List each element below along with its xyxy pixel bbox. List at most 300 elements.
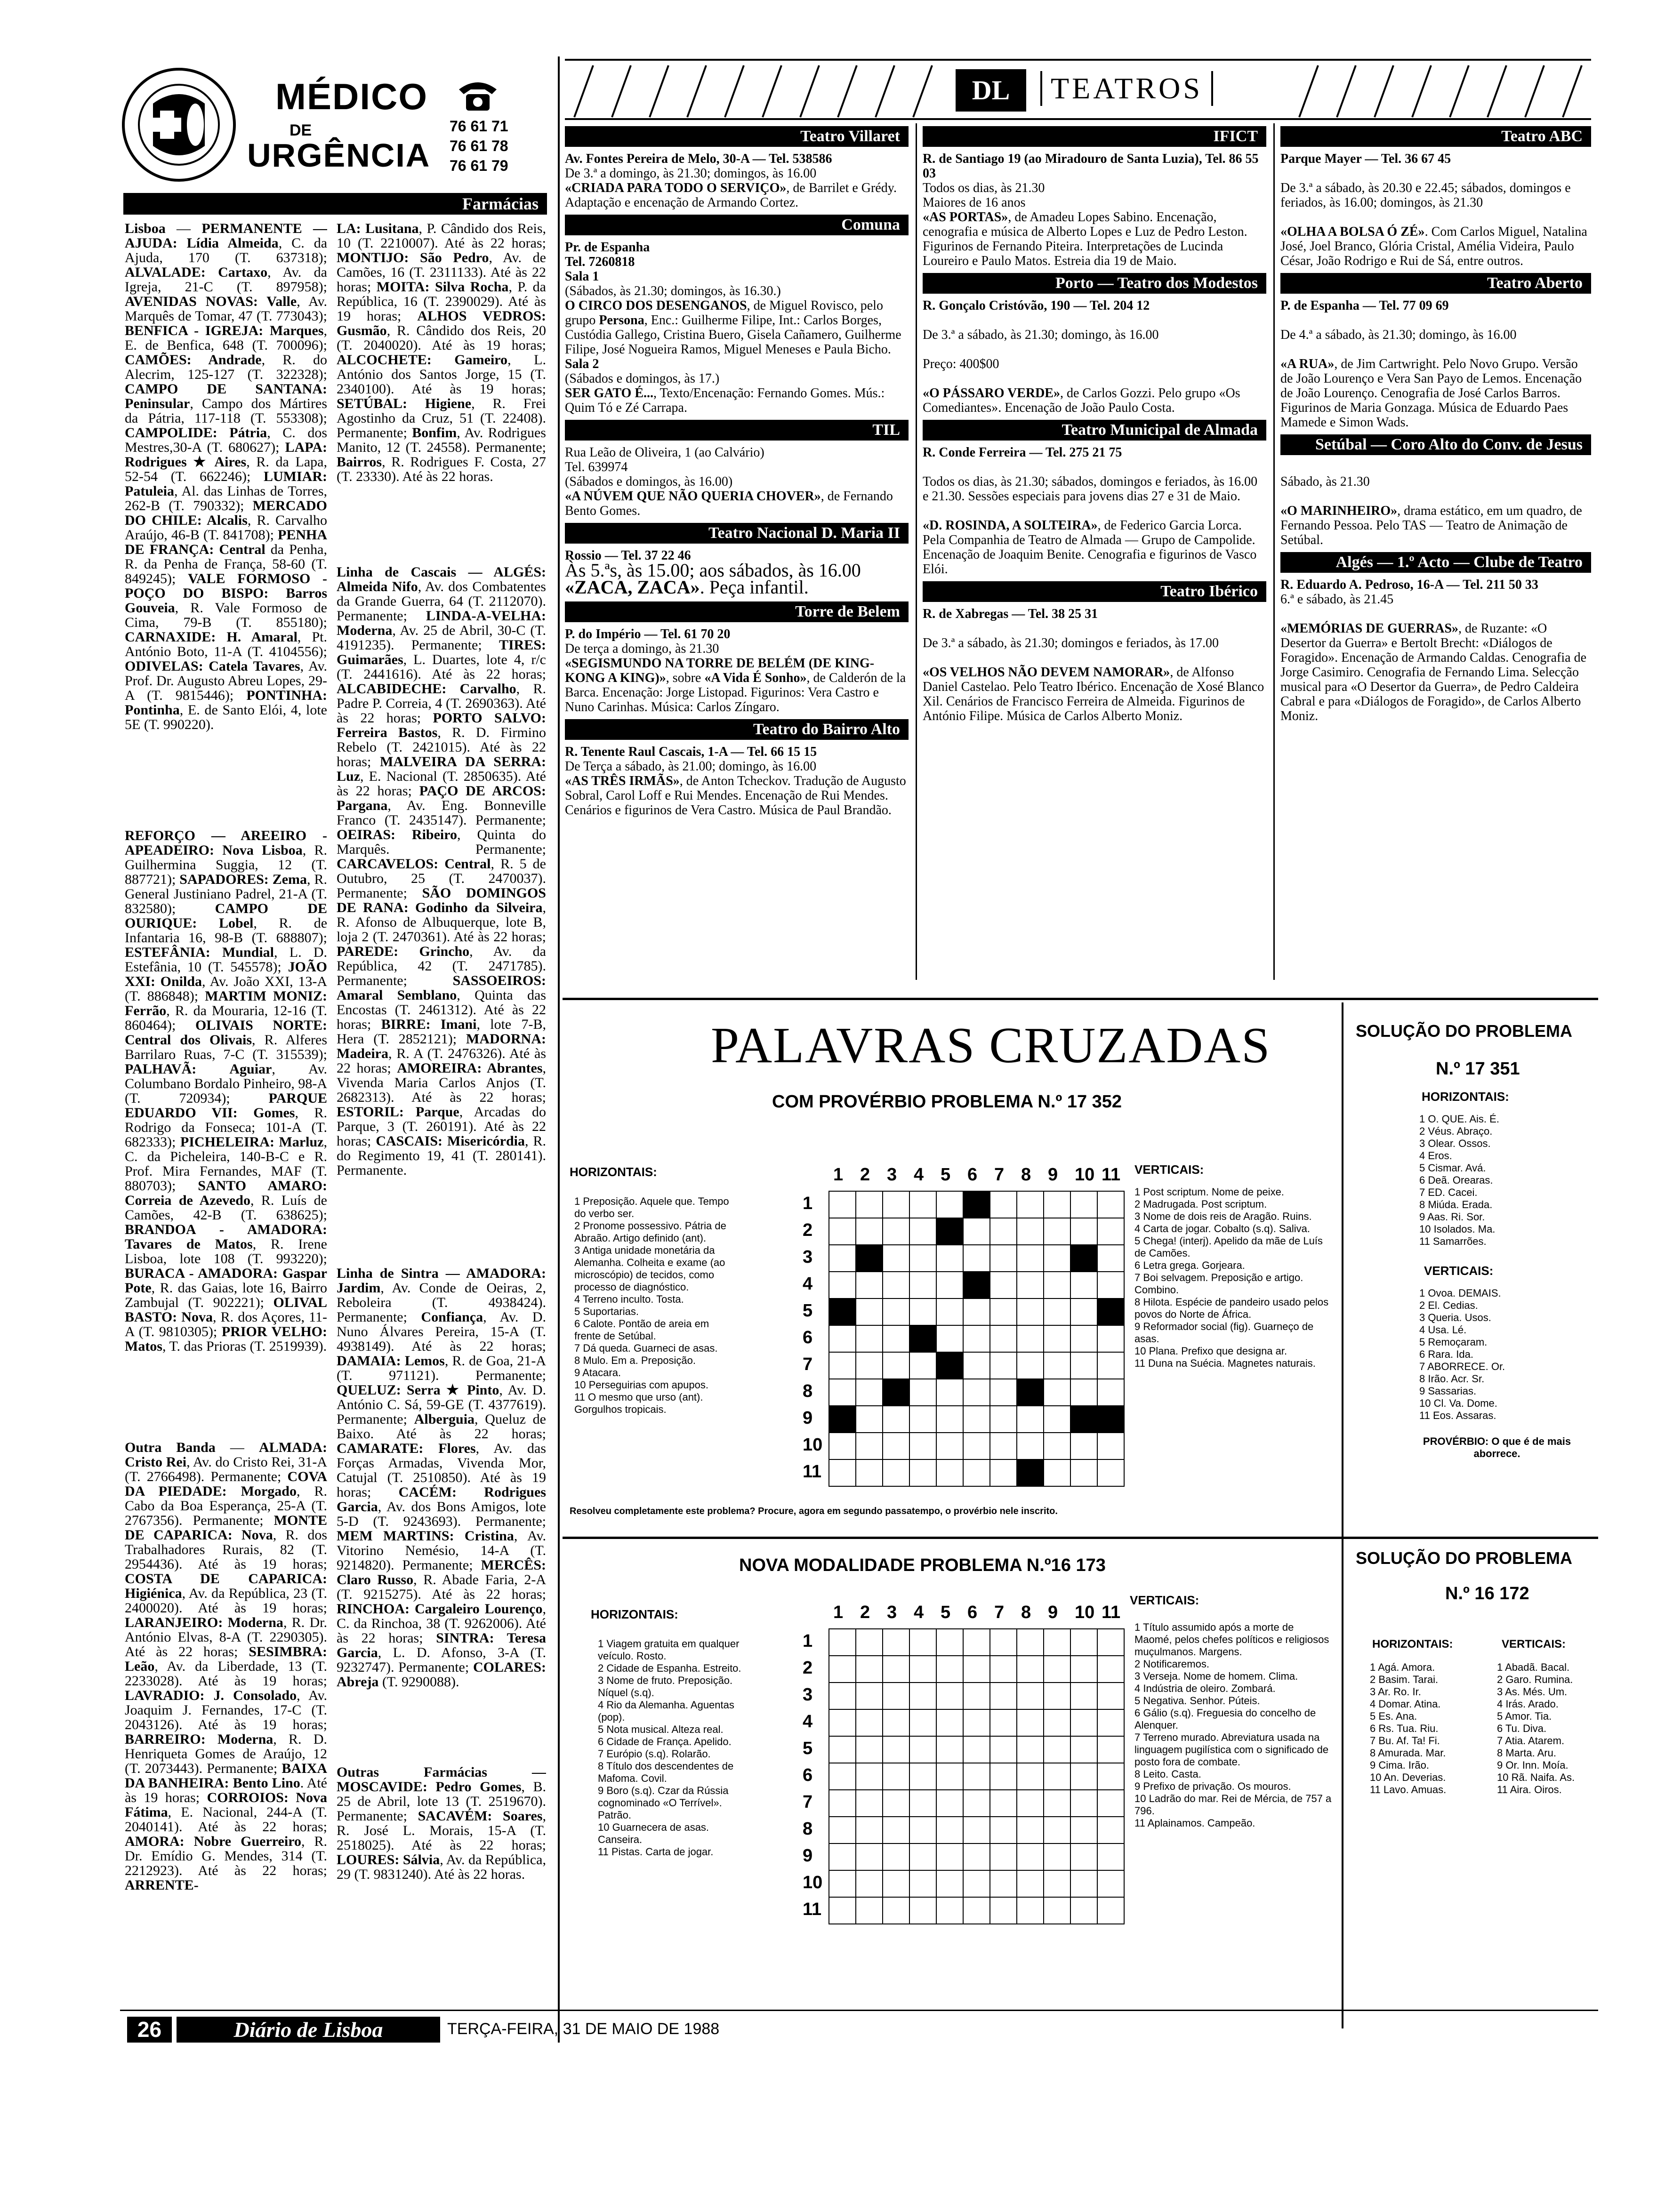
crossword1-cell[interactable] [989,1405,1017,1433]
crossword2-cell[interactable] [936,1655,964,1683]
crossword1-cell[interactable] [963,1432,990,1460]
crossword2-cell[interactable] [828,1897,856,1924]
crossword2-cell[interactable] [1016,1655,1044,1683]
crossword2-cell[interactable] [1070,1763,1098,1790]
crossword1-cell[interactable] [855,1244,883,1272]
crossword2-row-num: 7 [803,1792,813,1812]
crossword2-cell[interactable] [855,1655,883,1683]
crossword2-cell[interactable] [1016,1897,1044,1924]
crossword2-cell[interactable] [1016,1870,1044,1898]
crossword2-cell[interactable] [989,1736,1017,1763]
crossword1-cell[interactable] [989,1352,1017,1379]
crossword1-cell[interactable] [909,1244,937,1272]
crossword2-cell[interactable] [828,1655,856,1683]
crossword1-cell[interactable] [1043,1352,1071,1379]
crossword1-cell[interactable] [1097,1405,1125,1433]
crossword2-cell[interactable] [989,1763,1017,1790]
teatros-divider-2 [1273,123,1275,980]
crossword1-cell[interactable] [1070,1298,1098,1326]
crossword1-cell[interactable] [909,1191,937,1218]
crossword2-cell[interactable] [989,1655,1017,1683]
crossword1-cell[interactable] [936,1191,964,1218]
crossword1-cell[interactable] [909,1271,937,1299]
crossword1-cell[interactable] [963,1405,990,1433]
crossword2-cell[interactable] [1070,1870,1098,1898]
crossword2-cell[interactable] [963,1870,990,1898]
crossword1-cell[interactable] [989,1271,1017,1299]
crossword2-cell[interactable] [828,1816,856,1844]
crossword2-cell[interactable] [1070,1843,1098,1871]
crossword1-cell[interactable] [855,1218,883,1245]
crossword1-cell[interactable] [909,1378,937,1406]
crossword2-cell[interactable] [936,1682,964,1710]
crossword2-cell[interactable] [828,1709,856,1737]
crossword2-cell[interactable] [963,1789,990,1817]
crossword2-cell[interactable] [909,1843,937,1871]
crossword1-cell[interactable] [1016,1218,1044,1245]
crossword1-cell[interactable] [1043,1218,1071,1245]
crossword1-cell[interactable] [1070,1432,1098,1460]
crossword2-cell[interactable] [1016,1843,1044,1871]
crossword1-cell[interactable] [1097,1244,1125,1272]
solution1-v-item: 4 Usa. Lé. [1419,1324,1467,1336]
crossword1-cell[interactable] [936,1271,964,1299]
crossword1-cell[interactable] [1016,1352,1044,1379]
crossword1-cell[interactable] [855,1191,883,1218]
solution1-h-list [1419,1113,1579,1248]
crossword1-cell[interactable] [1070,1405,1098,1433]
crossword2-cell[interactable] [989,1682,1017,1710]
crossword1-cell[interactable] [1070,1191,1098,1218]
crossword2-cell[interactable] [855,1736,883,1763]
crossword2-cell[interactable] [989,1709,1017,1737]
crossword1-cell[interactable] [882,1271,910,1299]
teatro-a-header-1: Comuna [565,215,909,235]
crossword2-col-num: 11 [1102,1603,1121,1622]
solution1-title: SOLUÇÃO DO PROBLEMA [1356,1021,1573,1041]
crossword1-row-num: 1 [803,1194,813,1213]
crossword1-cell[interactable] [936,1325,964,1353]
crossword1-cell[interactable] [1043,1432,1071,1460]
crossword2-cell[interactable] [1043,1816,1071,1844]
crossword2-cell[interactable] [855,1709,883,1737]
crossword2-cell[interactable] [1043,1655,1071,1683]
crossword2-cell[interactable] [882,1709,910,1737]
solution2-box [1346,1541,1591,2036]
crossword2-box [565,1541,1337,2036]
crossword1-cell[interactable] [855,1298,883,1326]
crossword1-cell[interactable] [963,1271,990,1299]
crossword1-cell[interactable] [882,1191,910,1218]
crossword2-cell[interactable] [1097,1870,1125,1898]
crossword2-cell[interactable] [828,1763,856,1790]
crossword2-row-num: 11 [803,1899,822,1919]
crossword1-h-label: HORIZONTAIS: [570,1165,657,1179]
crossword2-cell[interactable] [828,1789,856,1817]
crossword1-cell[interactable] [1070,1378,1098,1406]
crossword1-cell[interactable] [909,1432,937,1460]
crossword2-cell[interactable] [909,1816,937,1844]
crossword2-cell[interactable] [1016,1789,1044,1817]
crossword1-col-num: 1 [833,1165,844,1185]
dl-logo: DL [956,69,1026,112]
crossword2-cell[interactable] [1070,1789,1098,1817]
crossword1-cell[interactable] [1097,1352,1125,1379]
crossword1-cell[interactable] [882,1378,910,1406]
crossword1-cell[interactable] [1097,1271,1125,1299]
crossword1-row-num: 3 [803,1247,813,1267]
crossword1-cell[interactable] [882,1218,910,1245]
crossword2-cell[interactable] [1097,1789,1125,1817]
crossword1-cell[interactable] [855,1271,883,1299]
crossword2-cell[interactable] [909,1736,937,1763]
crossword2-cell[interactable] [1097,1628,1125,1656]
teatro-b-header-3: Teatro Ibérico [923,581,1266,602]
crossword2-cell[interactable] [1016,1628,1044,1656]
solution2-h-item: 10 An. Deverias. [1370,1771,1446,1783]
crossword1-cell[interactable] [828,1298,856,1326]
crossword2-cell[interactable] [1070,1709,1098,1737]
crossword1-cell[interactable] [882,1298,910,1326]
crossword2-cell[interactable] [882,1816,910,1844]
crossword2-cell[interactable] [1097,1816,1125,1844]
crossword1-cell[interactable] [989,1298,1017,1326]
crossword1-cell[interactable] [882,1352,910,1379]
crossword1-cell[interactable] [936,1405,964,1433]
crossword2-cell[interactable] [855,1816,883,1844]
crossword1-cell[interactable] [963,1459,990,1487]
crossword1-cell[interactable] [1016,1298,1044,1326]
crossword1-cell[interactable] [828,1191,856,1218]
teatros-col2 [923,123,1266,999]
crossword1-cell[interactable] [936,1298,964,1326]
crossword2-cell[interactable] [936,1736,964,1763]
crossword2-cell[interactable] [963,1682,990,1710]
solution1-h-item: 3 Olear. Ossos. [1419,1138,1491,1149]
crossword2-cell[interactable] [1070,1655,1098,1683]
crossword2-cell[interactable] [989,1628,1017,1656]
crossword1-cell[interactable] [855,1432,883,1460]
crossword2-cell[interactable] [855,1843,883,1871]
crossword1-cell[interactable] [828,1405,856,1433]
crossword1-cell[interactable] [909,1325,937,1353]
crossword2-cell[interactable] [963,1628,990,1656]
crossword2-cell[interactable] [828,1736,856,1763]
crossword1-cell[interactable] [989,1244,1017,1272]
crossword2-cell[interactable] [989,1897,1017,1924]
crossword2-cell[interactable] [855,1870,883,1898]
crossword1-cell[interactable] [936,1432,964,1460]
crossword1-cell[interactable] [963,1218,990,1245]
crossword2-cell[interactable] [855,1763,883,1790]
crossword1-cell[interactable] [1016,1325,1044,1353]
crossword1-cell[interactable] [1070,1271,1098,1299]
crossword1-cell[interactable] [1097,1378,1125,1406]
crossword1-cell[interactable] [1043,1459,1071,1487]
crossword1-cell[interactable] [1097,1325,1125,1353]
crossword2-row-num: 2 [803,1658,813,1678]
medico-urgencia-box [120,61,553,212]
crossword2-cell[interactable] [909,1897,937,1924]
crossword2-row-num: 1 [803,1631,813,1651]
crossword2-cell[interactable] [1043,1736,1071,1763]
crossword1-cell[interactable] [1097,1432,1125,1460]
crossword1-cell[interactable] [1043,1298,1071,1326]
crossword1-cell[interactable] [828,1325,856,1353]
crossword1-cell[interactable] [1070,1325,1098,1353]
crossword2-cell[interactable] [1097,1763,1125,1790]
crossword2-cell[interactable] [909,1628,937,1656]
crossword2-cell[interactable] [1043,1709,1071,1737]
solution2-v-item: 10 Rã. Naifa. As. [1497,1771,1575,1783]
crossword1-cell[interactable] [936,1378,964,1406]
solution2-v-list [1497,1661,1591,1796]
crossword2-col-numbers [828,1603,1130,1626]
crossword1-cell[interactable] [1016,1432,1044,1460]
crossword1-cell[interactable] [882,1459,910,1487]
crossword1-cell[interactable] [963,1325,990,1353]
crossword1-cell[interactable] [1070,1352,1098,1379]
solution1-v-list [1419,1287,1579,1422]
crossword2-cell[interactable] [1097,1843,1125,1871]
crossword1-cell[interactable] [828,1271,856,1299]
crossword2-cell[interactable] [1016,1709,1044,1737]
crossword1-cell[interactable] [1043,1325,1071,1353]
crossword2-col-num: 5 [941,1603,951,1622]
crossword2-cell[interactable] [882,1789,910,1817]
crossword2-cell[interactable] [855,1897,883,1924]
crossword2-cell[interactable] [1043,1897,1071,1924]
crossword2-cell[interactable] [1043,1843,1071,1871]
crossword2-cell[interactable] [828,1628,856,1656]
solution2-title: SOLUÇÃO DO PROBLEMA [1356,1548,1573,1568]
crossword1-cell[interactable] [1097,1191,1125,1218]
crossword2-cell[interactable] [1016,1816,1044,1844]
crossword2-cell[interactable] [936,1763,964,1790]
crossword1-cell[interactable] [828,1459,856,1487]
solution1-v-item: 7 ABORRECE. Or. [1419,1361,1505,1372]
crossword1-cell[interactable] [1043,1191,1071,1218]
crossword1-cell[interactable] [909,1218,937,1245]
crossword1-cell[interactable] [828,1352,856,1379]
crossword2-cell[interactable] [936,1897,964,1924]
crossword1-cell[interactable] [989,1378,1017,1406]
crossword1-cell[interactable] [1097,1218,1125,1245]
crossword2-cell[interactable] [963,1709,990,1737]
crossword1-cell[interactable] [882,1405,910,1433]
crossword1-box [565,1002,1337,1534]
crossword1-cell[interactable] [989,1218,1017,1245]
crossword2-cell[interactable] [882,1655,910,1683]
crossword2-cell[interactable] [989,1870,1017,1898]
crossword2-cell[interactable] [882,1897,910,1924]
crossword2-cell[interactable] [1016,1763,1044,1790]
crossword2-cell[interactable] [855,1628,883,1656]
crossword2-cell[interactable] [1097,1655,1125,1683]
crossword1-cell[interactable] [963,1378,990,1406]
crossword2-cell[interactable] [828,1843,856,1871]
crossword1-cell[interactable] [989,1325,1017,1353]
teatro-a-body-1: Pr. de Espanha Tel. 7260818 Sala 1 (Sábados, às 21.30; domingos, às 16.30.) O CIRCO DOS DESENGANOS, de Miguel Rovisco, pelo grupo Persona, Enc.: Guilherme Filipe, Int.: Carlos Borges, Custódia Gallego, Cristina Buero, Gisela Cañamero, Guilherme Filipe, José Nogueira Ramos, Miguel Meneses e Paula Bicho. Sala 2 (Sábados e domingos, às 17.) SER GATO É..., Texto/Encenação: Fernando Gomes. Mús.: Quim Tó e Zé Carrapa. [565,240,901,415]
solution2-h-label: HORIZONTAIS: [1372,1638,1453,1651]
teatro-b-header-2: Teatro Municipal de Almada [923,420,1266,441]
crossword1-cell[interactable] [1016,1378,1044,1406]
solution1-box [1346,1002,1591,1534]
crossword2-cell[interactable] [909,1655,937,1683]
crossword2-cell[interactable] [1043,1789,1071,1817]
crossword2-cell[interactable] [989,1789,1017,1817]
crossword2-cell[interactable] [828,1870,856,1898]
crossword2-cell[interactable] [936,1870,964,1898]
crossword2-cell[interactable] [882,1628,910,1656]
crossword2-cell[interactable] [1097,1682,1125,1710]
crossword1-cell[interactable] [909,1352,937,1379]
crossword2-cell[interactable] [1070,1736,1098,1763]
solution2-h-item: 9 Cima. Irão. [1370,1759,1429,1771]
solution2-h-item: 3 Ar. Ro. Ir. [1370,1686,1421,1698]
solution2-h-item: 4 Domar. Atina. [1370,1698,1441,1710]
teatro-c-header-3: Algés — 1.º Acto — Clube de Teatro [1280,552,1591,573]
crossword1-cell[interactable] [882,1432,910,1460]
crossword1-cell[interactable] [1070,1459,1098,1487]
crossword1-row-numbers [803,1191,826,1485]
crossword2-cell[interactable] [1070,1897,1098,1924]
crossword2-cell[interactable] [1043,1682,1071,1710]
crossword2-cell[interactable] [882,1870,910,1898]
crossword2-cell[interactable] [855,1789,883,1817]
crossword2-cell[interactable] [1097,1897,1125,1924]
crossword2-cell[interactable] [1070,1682,1098,1710]
crossword2-col-num: 7 [994,1603,1005,1622]
solution1-h-item: 2 Véus. Abraço. [1419,1125,1493,1137]
teatro-a-header-5: Teatro do Bairro Alto [565,719,909,740]
solution2-h-item: 2 Basim. Tarai. [1370,1674,1439,1685]
crossword1-cell[interactable] [855,1459,883,1487]
solution2-v-item: 9 Or. Inn. Moía. [1497,1759,1569,1771]
crossword2-cell[interactable] [882,1843,910,1871]
crossword1-grid [828,1191,1123,1485]
crossword1-cell[interactable] [1097,1459,1125,1487]
crossword1-cell[interactable] [936,1244,964,1272]
crossword1-cell[interactable] [1043,1405,1071,1433]
crossword2-cell[interactable] [963,1655,990,1683]
solution2-v-item: 11 Aira. Oiros. [1497,1784,1562,1795]
crossword2-cell[interactable] [1097,1709,1125,1737]
crossword1-cell[interactable] [1043,1378,1071,1406]
solution2-v-item: 4 Irás. Arado. [1497,1698,1559,1710]
crossword1-cell[interactable] [855,1352,883,1379]
crossword1-row-num: 10 [803,1435,823,1455]
crossword2-cell[interactable] [909,1682,937,1710]
solution1-v-item: 6 Rara. Ida. [1419,1348,1473,1360]
crossword2-cell[interactable] [963,1763,990,1790]
crossword1-cell[interactable] [1016,1244,1044,1272]
crossword2-cell[interactable] [936,1628,964,1656]
crossword1-cell[interactable] [909,1298,937,1326]
crossword1-cell[interactable] [989,1432,1017,1460]
crossword1-cell[interactable] [828,1218,856,1245]
crossword1-cell[interactable] [1043,1244,1071,1272]
crossword2-col-num: 9 [1048,1603,1058,1622]
crossword1-cell[interactable] [882,1244,910,1272]
crossword1-cell[interactable] [1016,1271,1044,1299]
crossword2-cell[interactable] [936,1789,964,1817]
crossword1-cell[interactable] [963,1244,990,1272]
crossword1-cell[interactable] [1097,1298,1125,1326]
crossword1-cell[interactable] [1043,1271,1071,1299]
crossword2-cell[interactable] [1070,1816,1098,1844]
crossword2-cell[interactable] [1097,1736,1125,1763]
solution1-h-item: 10 Isolados. Ma. [1419,1223,1496,1235]
crossword2-cell[interactable] [1016,1736,1044,1763]
crossword1-cell[interactable] [1016,1191,1044,1218]
crossword2-row-num: 4 [803,1712,813,1731]
farmacias-linha-cascais: Linha de Cascais — ALGÉS: Almeida Nifo, Av. dos Combatentes da Grande Guerra, 64 (T. 2112070). Permanente; LINDA-A-VELHA: Moderna, Av. 25 de Abril, 30-C (T. 4191235). Permanente; TIRES: Guimarães, L. Duartes, lote 4, r/c (T. 2441616). Até às 22 horas; ALCABIDECHE: Carvalho, R. Padre P. Correia, 4 (T. 2690363). Até às 22 horas; PORTO SALVO: Ferreira Bastos, R. D. Firmino Rebelo (T. 2421015). Até às 22 horas; MALVEIRA DA SERRA: Luz, E. Nacional (T. 2850635). Até às 22 horas; PAÇO DE ARCOS: Pargana, Av. Eng. Bonneville Franco (T. 2435147). Permanente; OEIRAS: Ribeiro, Quinta do Marquês. Permanente; CARCAVELOS: Central, R. 5 de Outubro, 25 (T. 2470037). Permanente; SÃO DOMINGOS DE RANA: Godinho da Silveira, R. Afonso de Albuquerque, lote B, loja 2 (T. 2470361). Até às 22 horas; PAREDE: Grincho, Av. da República, 42 (T. 2471785). Permanente; SASSOEIROS: Amaral Semblano, Quinta das Encostas (T. 2461312). Até às 22 horas; BIRRE: Imani, lote 7-B, Hera (T. 2852121); MADORNA: Madeira, R. A (T. 2476326). Até às 22 horas; AMOREIRA: Abrantes, Vivenda Maria Carlos Anjos (T. 2682313). Até às 22 horas; ESTORIL: Parque, Arcadas do Parque, 3 (T. 260191). Até às 22 horas; CASCAIS: Misericórdia, R. do Regimento 19, 41 (T. 280141). Permanente. [337,565,546,1178]
crossword1-cell[interactable] [963,1298,990,1326]
crossword1-cell[interactable] [1070,1218,1098,1245]
solution1-h-item: 5 Cismar. Avá. [1419,1162,1486,1174]
crossword1-cell[interactable] [1016,1405,1044,1433]
crossword2-cell[interactable] [936,1816,964,1844]
crossword1-cell[interactable] [828,1244,856,1272]
crossword2-cell[interactable] [882,1682,910,1710]
crossword1-cell[interactable] [909,1459,937,1487]
crossword1-cell[interactable] [882,1325,910,1353]
crossword1-row-num: 11 [803,1462,822,1482]
crossword2-cell[interactable] [1016,1682,1044,1710]
crossword2-cell[interactable] [963,1816,990,1844]
farmacias-linha-sintra: Linha de Sintra — AMADORA: Jardim, Av. Conde de Oeiras, 2, Reboleira (T. 4938424). Permanente; Confiança, Av. D. Nuno Álvares Pereira, 15-A (T. 4938149). Até às 22 horas; DAMAIA: Lemos, R. de Goa, 21-A (T. 971121). Permanente; QUELUZ: Serra ★ Pinto, Av. D. António C. Sá, 59-GE (T. 4377619). Permanente; Alberguia, Queluz de Baixo. Até às 22 horas; CAMARATE: Flores, Av. das Forças Armadas, Vivenda Mor, Catujal (T. 2510850). Até às 19 horas; CACÉM: Rodrigues Garcia, Av. dos Bons Amigos, lote 5-D (T. 9243693). Permanente; MEM MARTINS: Cristina, Av. Vitorino Nemésio, 14-A (T. 9214820). Permanente; MERCÊS: Claro Russo, R. Abade Faria, 2-A (T. 9215275). Até às 22 horas; RINCHOA: Cargaleiro Lourenço, C. da Rinchoa, 38 (T. 9262006). Até às 22 horas; SINTRA: Teresa Garcia, L. D. Afonso, 3-A (T. 9232747). Permanente; COLARES: Abreja (T. 9290088). [337,1266,546,1690]
crossword1-cell[interactable] [963,1352,990,1379]
crossword1-cell[interactable] [1070,1244,1098,1272]
crossword2-cell[interactable] [1043,1628,1071,1656]
crossword1-cell[interactable] [855,1405,883,1433]
crossword2-cell[interactable] [989,1843,1017,1871]
crossword2-cell[interactable] [909,1870,937,1898]
crossword1-cell[interactable] [936,1218,964,1245]
crossword2-cell[interactable] [963,1843,990,1871]
crossword2-cell[interactable] [1043,1870,1071,1898]
crossword1-cell[interactable] [989,1191,1017,1218]
crossword2-row-num: 10 [803,1873,823,1892]
crossword2-cell[interactable] [1070,1628,1098,1656]
crossword2-cell[interactable] [936,1709,964,1737]
crossword2-cell[interactable] [963,1897,990,1924]
crossword1-cell[interactable] [936,1352,964,1379]
crossword2-cell[interactable] [1043,1763,1071,1790]
crossword2-cell[interactable] [963,1736,990,1763]
crossword2-cell[interactable] [882,1763,910,1790]
crossword2-cell[interactable] [855,1682,883,1710]
crossword1-cell[interactable] [936,1459,964,1487]
crossword1-cell[interactable] [828,1432,856,1460]
crossword1-cell[interactable] [855,1325,883,1353]
crossword1-cell[interactable] [1016,1459,1044,1487]
crossword2-cell[interactable] [909,1789,937,1817]
crossword1-cell[interactable] [828,1378,856,1406]
crossword1-cell[interactable] [963,1191,990,1218]
crossword2-cell[interactable] [909,1763,937,1790]
crossword1-cell[interactable] [989,1459,1017,1487]
crossword2-cell[interactable] [989,1816,1017,1844]
crossword1-cell[interactable] [909,1405,937,1433]
crossword2-cell[interactable] [909,1709,937,1737]
crossword2-cell[interactable] [936,1843,964,1871]
teatro-c-body-1: P. de Espanha — Tel. 77 09 69 De 4.ª a sábado, às 21.30; domingo, às 16.00 «A RUA», de Jim Cartwright. Pelo Novo Grupo. Versão de João Lourenço e Vera San Payo de Lemos. Encenação de João Lourenço. Cenografia de José Carlos Barros. Figurinos de Maria Gonzaga. Música de Eduardo Paes Mamede e Simon Wads. [1280,298,1582,430]
crossword2-cell[interactable] [828,1682,856,1710]
crossword2-cell[interactable] [882,1736,910,1763]
crossword1-cell[interactable] [855,1378,883,1406]
